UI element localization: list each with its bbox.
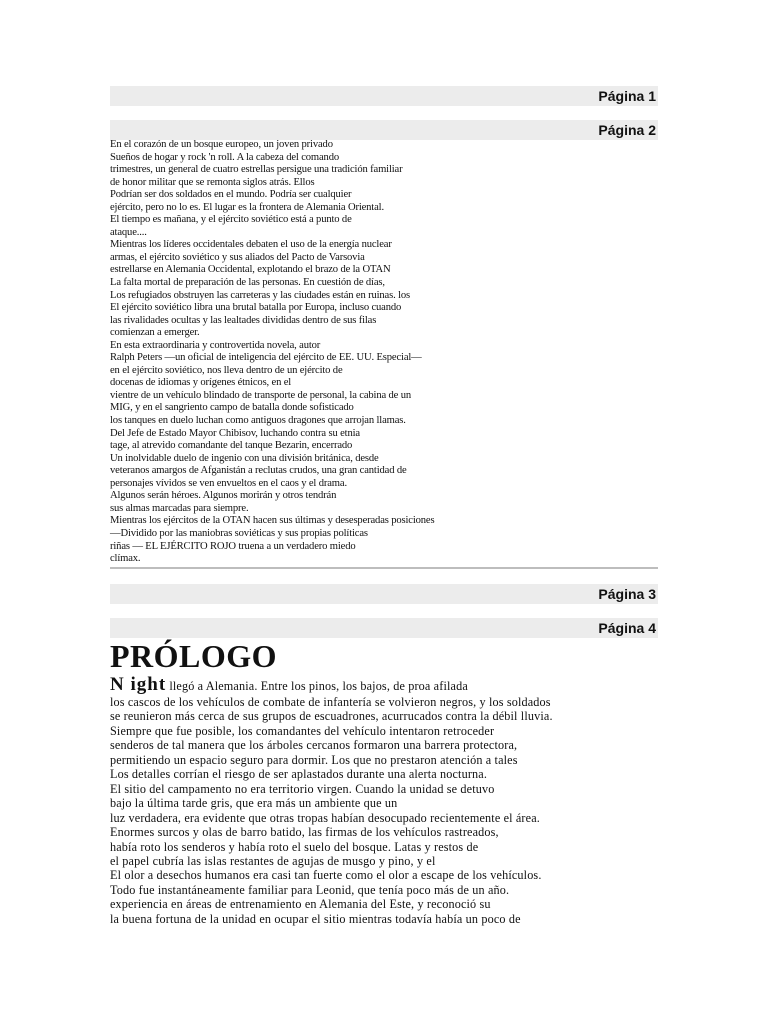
text-line: El sitio del campamento no era territorio virgen. Cuando la unidad se detuvo (110, 781, 495, 796)
text-line: de honor militar que se remonta siglos atrás. Ellos (110, 176, 315, 188)
text-line: El olor a desechos humanos era casi tan fuerte como el olor a escape de los vehículos. (110, 868, 542, 883)
page-2-text (110, 139, 670, 566)
text-line: Mientras los ejércitos de la OTAN hacen sus últimas y desesperadas posiciones (110, 515, 435, 527)
text-line: el papel cubría las islas restantes de agujas de musgo y pino, y el (110, 853, 436, 868)
page-header-1 (110, 86, 658, 106)
text-line: Mientras los líderes occidentales debaten el uso de la energía nuclear (110, 239, 392, 251)
text-line: Los detalles corrían el riesgo de ser aplastados durante una alerta nocturna. (110, 767, 488, 782)
text-line: En esta extraordinaria y controvertida novela, autor (110, 339, 321, 351)
opening-word: N ight (110, 674, 167, 695)
page-number-label: Página 3 (598, 586, 656, 602)
text-line: —Dividido por las maniobras soviéticas y sus propias políticas (110, 527, 368, 539)
text-line: Un inolvidable duelo de ingenio con una división británica, desde (110, 452, 379, 464)
prologue-first-line (110, 675, 468, 696)
text-line: MIG, y en el sangriento campo de batalla donde sofisticado (110, 402, 354, 414)
page-number-label: Página 2 (598, 122, 656, 138)
text-line: tage, al atrevido comandante del tanque Bezarin, encerrado (110, 440, 353, 452)
text-line: personajes vívidos se ven envueltos en el caos y el drama. (110, 477, 347, 489)
text-line: Todo fue instantáneamente familiar para Leonid, que tenía poco más de un año. (110, 882, 510, 897)
text-line: Podrían ser dos soldados en el mundo. Podría ser cualquier (110, 189, 352, 201)
text-line: armas, el ejército soviético y sus aliados del Pacto de Varsovia (110, 251, 365, 263)
text-line: experiencia en áreas de entrenamiento en Alemania del Este, y reconoció su (110, 897, 491, 912)
text-line: El ejército soviético libra una brutal batalla por Europa, incluso cuando (110, 302, 402, 314)
page-header-2 (110, 120, 658, 140)
first-line-text: llegó a Alemania. Entre los pinos, los bajos, de proa afilada (166, 679, 468, 693)
text-line: Del Jefe de Estado Mayor Chibisov, luchando contra su etnia (110, 427, 360, 439)
text-line: Algunos serán héroes. Algunos morirán y otros tendrán (110, 490, 337, 502)
text-line: senderos de tal manera que los árboles cercanos formaron una barrera protectora, (110, 738, 518, 753)
page-number-label: Página 1 (598, 88, 656, 104)
text-line: los cascos de los vehículos de combate de infantería se volvieron negros, y los soldados (110, 695, 551, 709)
text-line: El tiempo es mañana, y el ejército soviético está a punto de (110, 214, 352, 226)
text-line: veteranos amargos de Afganistán a reclutas crudos, una gran cantidad de (110, 465, 407, 477)
text-line: clímax. (110, 553, 141, 565)
text-line: se reunieron más cerca de sus grupos de escuadrones, acurrucados contra la débil lluvia. (110, 709, 553, 724)
text-line: En el corazón de un bosque europeo, un joven privado (110, 139, 333, 150)
text-line: ejército, pero no lo es. El lugar es la frontera de Alemania Oriental. (110, 201, 384, 213)
text-line: permitiendo un espacio seguro para dormir. Los que no prestaron atención a tales (110, 752, 518, 767)
text-line: Ralph Peters —un oficial de inteligencia del ejército de EE. UU. Especial— (110, 352, 422, 364)
text-line: docenas de idiomas y orígenes étnicos, en el (110, 377, 292, 389)
text-line: las rivalidades ocultas y las lealtades divididas dentro de sus filas (110, 314, 377, 326)
text-line: Enormes surcos y olas de barro batido, las firmas de los vehículos rastreados, (110, 825, 499, 840)
text-line: la buena fortuna de la unidad en ocupar el sitio mientras todavía había un poco de (110, 911, 521, 926)
text-line: estrellarse en Alemania Occidental, explotando el brazo de la OTAN (110, 264, 391, 276)
text-line: vientre de un vehículo blindado de transporte de personal, la cabina de un (110, 389, 412, 401)
text-line: riñas — EL EJÉRCITO ROJO truena a un verdadero miedo (110, 540, 356, 552)
text-line: trimestres, un general de cuatro estrellas persigue una tradición familiar (110, 164, 403, 176)
text-line: sus almas marcadas para siempre. (110, 502, 249, 514)
page-number-label: Página 4 (598, 620, 656, 636)
text-line: Los refugiados obstruyen las carreteras y las ciudades están en ruinas. los (110, 289, 410, 301)
text-line: ataque.... (110, 226, 147, 238)
page-header-3 (110, 584, 658, 604)
text-line: La falta mortal de preparación de las personas. En cuestión de días, (110, 277, 385, 289)
text-line: los tanques en duelo luchan como antiguos dragones que arrojan llamas. (110, 415, 406, 427)
text-line: había roto los senderos y había roto el suelo del bosque. Latas y restos de (110, 839, 479, 854)
text-line: bajo la última tarde gris, que era más un ambiente que un (110, 796, 398, 811)
text-line: en el ejército soviético, nos lleva dentro de un ejército de (110, 364, 343, 376)
page-divider (110, 567, 658, 569)
text-line: luz verdadera, era evidente que otras tropas habían desocupado recientemente el área. (110, 810, 540, 825)
text-line: Siempre que fue posible, los comandantes del vehículo intentaron retroceder (110, 723, 495, 738)
page-4-text (110, 695, 670, 926)
text-line: comienzan a emerger. (110, 327, 200, 339)
text-line: Sueños de hogar y rock 'n roll. A la cabeza del comando (110, 151, 340, 163)
page-header-4 (110, 618, 658, 638)
prologue-title: PRÓLOGO (110, 638, 278, 674)
